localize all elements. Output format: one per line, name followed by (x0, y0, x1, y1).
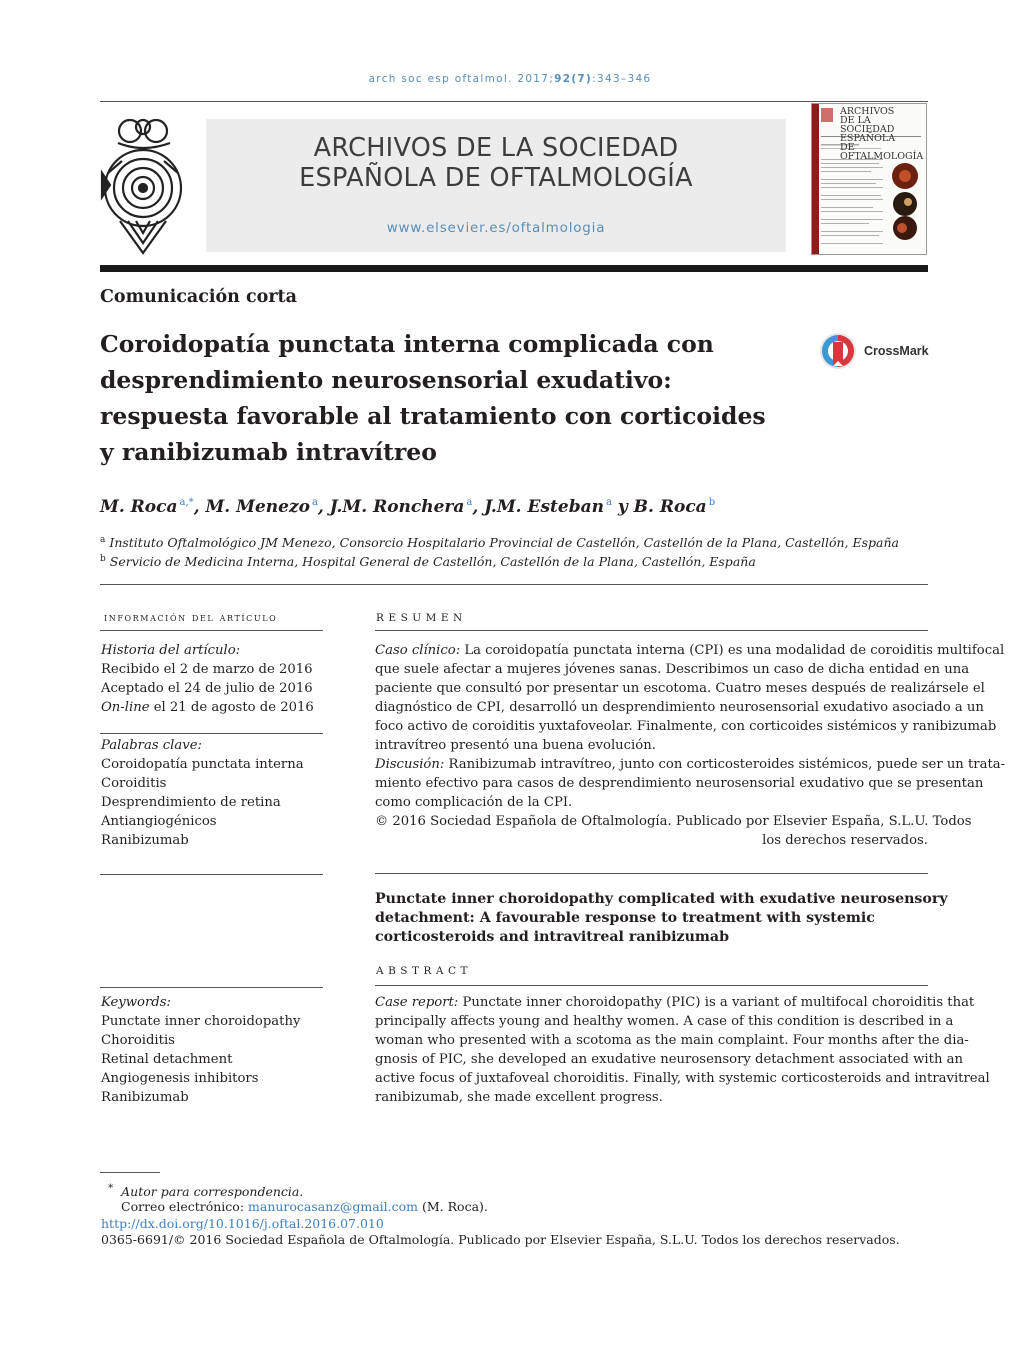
email-label: Correo electrónico: (121, 1199, 249, 1214)
resumen-text: Ranibizumab intravítreo, junto con corticosteroides sistémicos, puede ser un trata- (444, 757, 1006, 772)
cover-title-line4: DE OFTALMOLOGÍA (840, 142, 924, 162)
affiliation-mark: b (100, 554, 106, 564)
author-separator: , (472, 497, 485, 517)
author-name: J.M. Ronchera (329, 497, 465, 517)
author-name: M. Menezo (205, 497, 310, 517)
keyword-es: Coroidopatía punctata interna (101, 757, 304, 772)
resumen-line: intravítreo presentó una buena evolución. (375, 738, 656, 753)
keyword-en: Punctate inner choroidopathy (101, 1014, 301, 1029)
author-separator: , (193, 497, 206, 517)
citation-pages: :343–346 (592, 73, 652, 85)
info-rule (100, 733, 323, 734)
article-type: Comunicación corta (100, 287, 297, 307)
affiliation-text: Servicio de Medicina Interna, Hospital General de Castellón, Castellón de la Plana, Castellón, España (109, 554, 756, 570)
history-label-text: Historia del artículo: (101, 643, 241, 658)
abstract-line: ranibizumab, she made excellent progress. (375, 1090, 663, 1105)
affiliation-b (100, 554, 756, 569)
resumen-heading (376, 610, 467, 624)
info-rule (100, 987, 323, 988)
online-date-text: el 21 de agosto de 2016 (149, 700, 314, 715)
resumen-line: diagnóstico de CPI, desarrolló un desprendimiento neurosensorial exudativo asociado a un (375, 700, 984, 715)
keyword-es: Desprendimiento de retina (101, 795, 281, 810)
resumen-line: paciente que consultó por presentar un escotoma. Cuatro meses después de realizársele el (375, 681, 985, 696)
author-list (100, 497, 715, 517)
keyword-en: Ranibizumab (101, 1090, 189, 1105)
resumen-copyright: © 2016 Sociedad Española de Oftalmología. Publicado por Elsevier España, S.L.U. Todos (375, 814, 972, 829)
author-name: J.M. Esteban (484, 497, 604, 517)
case-label: Caso clínico: (375, 643, 461, 658)
doi-link[interactable]: http://dx.doi.org/10.1016/j.oftal.2016.07.010 (101, 1216, 384, 1231)
discussion-label: Discusión: (375, 757, 445, 772)
abstract-line (375, 993, 975, 1012)
resumen-line: que suele afectar a mujeres jóvenes sanas. Describimos un caso de dicha entidad en una (375, 662, 970, 677)
article-info-heading-text: información del artículo (104, 610, 278, 624)
abstract-heading-text: ABSTRACT (376, 965, 473, 977)
article-title-line: Coroidopatía punctata interna complicada con (100, 330, 714, 358)
resumen-line (375, 641, 1005, 660)
footnote-star: * (108, 1182, 114, 1194)
resumen-copyright: los derechos reservados. (762, 833, 928, 848)
keyword-en: Retinal detachment (101, 1052, 233, 1067)
journal-masthead (206, 119, 786, 252)
affiliation-text: Instituto Oftalmológico JM Menezo, Consorcio Hospitalario Provincial de Castellón, Castellón de la Plana, Castellón, España (109, 535, 899, 551)
citation-prefix: arch soc esp oftalmol. 2017; (368, 73, 555, 85)
keywords-en-label-text: Keywords: (101, 995, 171, 1010)
journal-title-line2: ESPAÑOLA DE OFTALMOLOGÍA (299, 163, 693, 193)
author-affil-mark[interactable]: b (708, 497, 716, 509)
resumen-line: foco activo de coroiditis yuxtafoveolar. Finalmente, con corticoides sistémicos y ranibizumab (375, 719, 997, 734)
email-owner: (M. Roca). (418, 1199, 488, 1214)
cover-title-line2: DE LA SOCIEDAD (840, 115, 895, 135)
keyword-es: Antiangiogénicos (101, 814, 217, 829)
online-date (101, 698, 314, 717)
resumen-rule (375, 873, 928, 874)
article-title (100, 326, 800, 470)
section-rule (100, 584, 928, 585)
abstract-line: gnosis of PIC, she developed an exudative neurosensory detachment associated with an (375, 1052, 963, 1067)
citation-volume: 92(7) (554, 73, 593, 85)
author-affil-mark[interactable]: a,* (179, 497, 194, 509)
abstract-text: Punctate inner choroidopathy (PIC) is a variant of multifocal choroiditis that (458, 995, 975, 1010)
journal-url-link[interactable]: www.elsevier.es/oftalmologia (386, 220, 606, 236)
footnote-rule (100, 1172, 160, 1173)
cover-title-line3: ESPAÑOLA (840, 133, 896, 144)
article-title-line: y ranibizumab intravítreo (100, 438, 437, 466)
online-label: On-line (101, 700, 150, 715)
keyword-es: Ranibizumab (101, 833, 189, 848)
abstract-rule (375, 985, 928, 986)
crossmark-label[interactable]: CrossMark (864, 344, 929, 358)
info-rule (100, 874, 323, 875)
resumen-line (375, 755, 1006, 774)
email-note (121, 1199, 488, 1214)
issn-copyright: 0365-6691/© 2016 Sociedad Española de Oftalmología. Publicado por Elsevier España, S.L.U. Todos los derechos reservados. (101, 1232, 900, 1247)
received-date: Recibido el 2 de marzo de 2016 (101, 662, 313, 677)
keywords-es-label-text: Palabras clave: (101, 738, 202, 753)
article-title-line: respuesta favorable al tratamiento con corticoides (100, 402, 766, 430)
keyword-en: Angiogenesis inhibitors (101, 1071, 259, 1086)
history-label (101, 641, 240, 660)
journal-title-line1: ARCHIVOS DE LA SOCIEDAD (313, 133, 679, 163)
email-link[interactable]: manurocasanz@gmail.com (248, 1199, 419, 1214)
corresponding-author-note (108, 1182, 303, 1199)
case-report-label: Case report: (375, 995, 459, 1010)
article-info-heading (104, 610, 277, 624)
abstract-line: active focus of juxtafoveal choroiditis. Finally, with systemic corticosteroids and intravitreal (375, 1071, 990, 1086)
resumen-line: miento efectivo para casos de desprendimiento neurosensorial exudativo que se presentan (375, 776, 984, 791)
author-affil-mark[interactable]: a (466, 497, 473, 509)
corresponding-text: Autor para correspondencia. (121, 1184, 304, 1200)
abstract-line: woman who presented with a scotoma as the main complaint. Four months after the dia- (375, 1033, 969, 1048)
keyword-es: Coroiditis (101, 776, 167, 791)
accepted-date: Aceptado el 24 de julio de 2016 (101, 681, 313, 696)
resumen-heading-text: RESUMEN (376, 612, 467, 624)
author-separator: , (317, 497, 330, 517)
english-title-line: corticosteroids and intravitreal ranibizumab (375, 929, 730, 945)
author-affil-mark[interactable]: a (311, 497, 318, 509)
resumen-line: como complicación de la CPI. (375, 795, 573, 810)
header-top-rule (100, 101, 928, 102)
resumen-rule (375, 630, 928, 631)
keywords-es-label (101, 736, 202, 755)
keyword-en: Choroiditis (101, 1033, 175, 1048)
affiliation-a (100, 535, 899, 550)
cover-title-line1: ARCHIVOS (840, 106, 895, 117)
english-title-line: detachment: A favourable response to treatment with systemic (375, 910, 875, 926)
abstract-line: principally affects young and healthy women. A case of this condition is described in a (375, 1014, 954, 1029)
article-title-line: desprendimiento neurosensorial exudativo: (100, 366, 672, 394)
author-affil-mark[interactable]: a (605, 497, 612, 509)
resumen-text: La coroidopatía punctata interna (CPI) es una modalidad de coroiditis multifocal (460, 643, 1005, 658)
abstract-heading (376, 963, 472, 977)
keywords-en-label (101, 993, 171, 1012)
journal-citation (0, 73, 1020, 85)
header-thick-rule (100, 265, 928, 272)
english-title-line: Punctate inner choroidopathy complicated with exudative neurosensory (375, 891, 948, 907)
journal-cover-thumbnail (811, 103, 927, 255)
society-logo-icon (100, 113, 190, 258)
author-name: M. Roca (100, 497, 178, 517)
author-separator: y (611, 497, 634, 517)
info-rule (100, 630, 323, 631)
affiliation-mark: a (100, 535, 106, 545)
author-name: B. Roca (633, 497, 707, 517)
